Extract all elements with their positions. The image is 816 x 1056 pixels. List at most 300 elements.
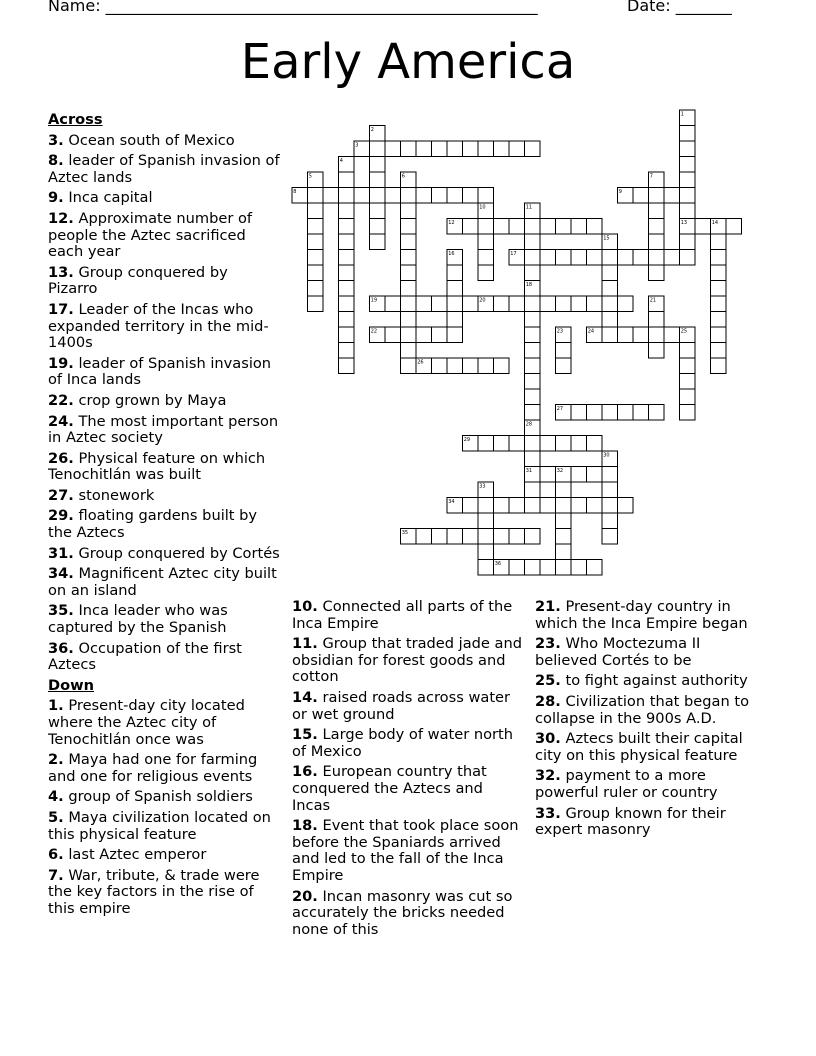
grid-cell[interactable] <box>463 141 479 157</box>
grid-cell[interactable] <box>525 389 541 405</box>
grid-cell[interactable] <box>463 529 479 545</box>
grid-cell[interactable] <box>339 312 355 328</box>
grid-cell[interactable] <box>726 219 742 235</box>
grid-cell-number: 34 <box>448 499 455 505</box>
grid-cell[interactable] <box>401 203 417 219</box>
grid-cell[interactable] <box>525 234 541 250</box>
grid-cell[interactable] <box>339 172 355 188</box>
grid-cell[interactable] <box>525 219 541 235</box>
grid-cell[interactable] <box>649 343 665 359</box>
grid-cell[interactable] <box>680 358 696 374</box>
grid-cell[interactable] <box>602 312 618 328</box>
clue-number: 30. <box>535 730 561 748</box>
grid-cell[interactable] <box>339 343 355 359</box>
clue-item <box>292 599 524 632</box>
grid-cell[interactable] <box>401 265 417 281</box>
clue-item <box>48 488 280 505</box>
grid-cell[interactable] <box>525 141 541 157</box>
grid-cell[interactable] <box>478 234 494 250</box>
grid-cell[interactable] <box>649 327 665 343</box>
clue-number: 26. <box>48 449 74 467</box>
clue-item <box>535 673 767 690</box>
clue-text: Civilization that began to collapse in the 900s A.D. <box>535 692 750 727</box>
grid-cell[interactable] <box>571 296 587 312</box>
grid-cell[interactable] <box>432 296 448 312</box>
clue-text: Inca leader who was captured by the Spanish <box>48 602 228 637</box>
grid-cell[interactable] <box>463 358 479 374</box>
grid-cell[interactable] <box>401 327 417 343</box>
grid-cell[interactable] <box>540 436 556 452</box>
grid-cell[interactable] <box>540 219 556 235</box>
clue-number: 5. <box>48 808 64 826</box>
grid-cell[interactable] <box>494 529 510 545</box>
grid-cell[interactable] <box>478 141 494 157</box>
grid-cell[interactable] <box>571 467 587 483</box>
grid-cell[interactable] <box>308 203 324 219</box>
grid-cell[interactable] <box>618 296 634 312</box>
grid-cell[interactable] <box>370 219 386 235</box>
grid-cell[interactable] <box>540 560 556 576</box>
grid-cell[interactable] <box>587 405 603 421</box>
grid-cell[interactable] <box>339 265 355 281</box>
grid-cell[interactable] <box>447 265 463 281</box>
grid-cell[interactable] <box>680 389 696 405</box>
grid-cell[interactable] <box>339 358 355 374</box>
down-clue-list <box>292 599 524 938</box>
grid-cell-number: 24 <box>587 328 595 335</box>
down-clue-list <box>535 599 767 839</box>
grid-cell[interactable] <box>401 219 417 235</box>
grid-cell[interactable] <box>571 405 587 421</box>
grid-cell[interactable] <box>571 219 587 235</box>
grid-cell[interactable] <box>602 296 618 312</box>
grid-cell[interactable] <box>680 203 696 219</box>
clue-number: 20. <box>292 887 318 905</box>
grid-cell[interactable] <box>556 436 572 452</box>
clue-number: 24. <box>48 412 74 430</box>
grid-cell[interactable] <box>401 358 417 374</box>
grid-cell[interactable] <box>494 296 510 312</box>
grid-cell-number: 4 <box>339 158 343 164</box>
across-heading: Across <box>48 111 103 128</box>
grid-cell[interactable] <box>401 296 417 312</box>
grid-cell[interactable] <box>680 172 696 188</box>
grid-cell[interactable] <box>525 529 541 545</box>
grid-cell[interactable] <box>525 374 541 390</box>
grid-cell[interactable] <box>556 529 572 545</box>
clue-text: Aztecs built their capital city on this physical feature <box>535 730 743 764</box>
grid-cell[interactable] <box>618 327 634 343</box>
grid-cell[interactable] <box>432 358 448 374</box>
grid-cell[interactable] <box>711 358 727 374</box>
grid-cell[interactable] <box>370 172 386 188</box>
clue-text: Present-day country in which the Inca Empire began <box>535 598 748 632</box>
clue-text: Connected all parts of the Inca Empire <box>292 598 513 632</box>
clue-item <box>292 690 524 723</box>
grid-cell-number: 27 <box>556 406 564 412</box>
clue-item <box>48 302 280 352</box>
clue-text: leader of Spanish invasion of Aztec lands <box>48 152 280 186</box>
grid-cell[interactable] <box>401 234 417 250</box>
clue-text: Approximate number of people the Aztec sacrificed each year <box>48 209 253 261</box>
clue-item <box>48 356 280 389</box>
clue-number: 33. <box>535 804 561 822</box>
clue-number: 13. <box>48 263 74 281</box>
clue-item <box>48 451 280 484</box>
grid-cell[interactable] <box>556 498 572 514</box>
grid-cell[interactable] <box>447 296 463 312</box>
grid-cell[interactable] <box>401 312 417 328</box>
grid-cell[interactable] <box>308 296 324 312</box>
grid-cell[interactable] <box>711 234 727 250</box>
grid-cell[interactable] <box>432 188 448 204</box>
clue-number: 14. <box>292 688 318 706</box>
grid-cell[interactable] <box>602 529 618 545</box>
grid-cell[interactable] <box>525 327 541 343</box>
clue-number: 35. <box>48 602 74 620</box>
clue-number: 29. <box>48 507 74 525</box>
grid-cell[interactable] <box>587 436 603 452</box>
grid-cell[interactable] <box>447 358 463 374</box>
grid-cell[interactable] <box>478 498 494 514</box>
grid-cell[interactable] <box>556 358 572 374</box>
grid-cell[interactable] <box>478 529 494 545</box>
grid-cell[interactable] <box>308 265 324 281</box>
grid-cell[interactable] <box>447 327 463 343</box>
grid-cell[interactable] <box>494 358 510 374</box>
grid-cell[interactable] <box>432 529 448 545</box>
grid-cell[interactable] <box>649 188 665 204</box>
grid-cell[interactable] <box>525 498 541 514</box>
clue-text: Ocean south of Mexico <box>63 131 235 149</box>
grid-cell[interactable] <box>602 250 618 266</box>
grid-cell[interactable] <box>525 312 541 328</box>
grid-cell[interactable] <box>432 141 448 157</box>
clue-text: Group that traded jade and obsidian for forest goods and cotton <box>292 635 522 686</box>
clue-text: to fight against authority <box>560 672 748 690</box>
clue-number: 9. <box>48 189 64 207</box>
grid-cell[interactable] <box>633 188 649 204</box>
grid-cell[interactable] <box>308 250 324 266</box>
clue-item <box>535 694 767 727</box>
grid-cell[interactable] <box>540 467 556 483</box>
grid-cell[interactable] <box>664 327 680 343</box>
grid-cell[interactable] <box>370 188 386 204</box>
grid-cell[interactable] <box>339 327 355 343</box>
grid-cell[interactable] <box>463 188 479 204</box>
grid-cell-number: 11 <box>525 204 533 211</box>
grid-cell[interactable] <box>571 250 587 266</box>
clue-number: 15. <box>292 726 318 744</box>
grid-cell[interactable] <box>525 265 541 281</box>
grid-cell[interactable] <box>711 296 727 312</box>
down-clue-list <box>48 698 280 917</box>
across-clue-list <box>48 133 280 674</box>
grid-cell[interactable] <box>633 405 649 421</box>
grid-cell[interactable] <box>602 498 618 514</box>
grid-cell[interactable] <box>525 343 541 359</box>
grid-cell[interactable] <box>385 141 401 157</box>
date-field-label[interactable]: Date: _______ <box>627 0 732 15</box>
grid-cell[interactable] <box>416 327 432 343</box>
grid-cell[interactable] <box>680 234 696 250</box>
grid-cell[interactable] <box>649 405 665 421</box>
clue-item <box>48 698 280 748</box>
grid-cell[interactable] <box>478 250 494 266</box>
clue-item <box>48 847 280 864</box>
grid-cell[interactable] <box>556 544 572 560</box>
clue-number: 34. <box>48 565 74 583</box>
grid-cell[interactable] <box>339 219 355 235</box>
clue-text: Who Moctezuma II believed Cortés to be <box>535 635 701 669</box>
grid-cell[interactable] <box>540 296 556 312</box>
clue-number: 25. <box>535 672 561 690</box>
grid-cell[interactable] <box>416 141 432 157</box>
grid-cell[interactable] <box>401 250 417 266</box>
grid-cell[interactable] <box>385 327 401 343</box>
grid-cell[interactable] <box>509 141 525 157</box>
grid-cell[interactable] <box>478 219 494 235</box>
grid-cell[interactable] <box>401 188 417 204</box>
clue-item <box>48 566 280 599</box>
grid-cell[interactable] <box>602 405 618 421</box>
grid-cell[interactable] <box>463 498 479 514</box>
grid-cell[interactable] <box>509 296 525 312</box>
grid-cell[interactable] <box>602 281 618 297</box>
grid-cell[interactable] <box>339 296 355 312</box>
clue-number: 12. <box>48 209 74 227</box>
grid-cell[interactable] <box>525 451 541 467</box>
clue-item <box>535 768 767 801</box>
grid-cell[interactable] <box>633 250 649 266</box>
clue-text: Maya had one for farming and one for religious events <box>48 751 258 785</box>
grid-cell[interactable] <box>308 281 324 297</box>
grid-cell[interactable] <box>711 327 727 343</box>
grid-cell[interactable] <box>385 188 401 204</box>
clue-text: Physical feature on which Tenochitlán was built <box>48 449 266 484</box>
grid-cell[interactable] <box>370 203 386 219</box>
clue-number: 4. <box>48 788 64 806</box>
grid-cell[interactable] <box>587 560 603 576</box>
grid-cell[interactable] <box>478 436 494 452</box>
grid-cell-number: 36 <box>494 561 502 567</box>
grid-cell[interactable] <box>571 498 587 514</box>
clue-item <box>292 727 524 760</box>
grid-cell[interactable] <box>339 234 355 250</box>
grid-cell[interactable] <box>556 482 572 498</box>
grid-cell-number: 25 <box>680 328 688 335</box>
grid-cell[interactable] <box>370 157 386 173</box>
grid-cell[interactable] <box>525 405 541 421</box>
grid-cell[interactable] <box>618 498 634 514</box>
grid-cell[interactable] <box>401 281 417 297</box>
clue-number: 1. <box>48 697 64 715</box>
grid-cell-number: 33 <box>479 483 486 490</box>
grid-cell[interactable] <box>478 265 494 281</box>
grid-cell[interactable] <box>618 250 634 266</box>
grid-cell[interactable] <box>370 141 386 157</box>
grid-cell[interactable] <box>370 234 386 250</box>
grid-cell[interactable] <box>633 327 649 343</box>
grid-cell[interactable] <box>401 343 417 359</box>
grid-cell[interactable] <box>602 482 618 498</box>
grid-cell[interactable] <box>587 219 603 235</box>
grid-cell[interactable] <box>680 250 696 266</box>
grid-cell[interactable] <box>323 188 339 204</box>
grid-cell[interactable] <box>587 296 603 312</box>
clue-item <box>292 818 524 884</box>
grid-cell[interactable] <box>478 513 494 529</box>
grid-cell[interactable] <box>339 250 355 266</box>
clue-text: last Aztec emperor <box>63 846 207 864</box>
grid-cell[interactable] <box>509 560 525 576</box>
grid-cell-number: 9 <box>618 189 622 195</box>
grid-cell[interactable] <box>447 188 463 204</box>
grid-cell[interactable] <box>416 188 432 204</box>
grid-cell[interactable] <box>339 281 355 297</box>
grid-cell[interactable] <box>525 358 541 374</box>
grid-cell[interactable] <box>602 467 618 483</box>
grid-cell[interactable] <box>308 219 324 235</box>
grid-cell-number: 7 <box>649 173 653 180</box>
grid-cell-number: 6 <box>401 173 405 180</box>
grid-cell[interactable] <box>649 203 665 219</box>
grid-cell[interactable] <box>494 219 510 235</box>
grid-cell[interactable] <box>711 281 727 297</box>
grid-cell[interactable] <box>602 327 618 343</box>
grid-cell[interactable] <box>711 312 727 328</box>
grid-cell[interactable] <box>525 250 541 266</box>
clue-number: 8. <box>48 152 64 170</box>
clue-item <box>48 641 280 674</box>
grid-cell[interactable] <box>463 296 479 312</box>
grid-cell[interactable] <box>556 513 572 529</box>
grid-cell[interactable] <box>556 343 572 359</box>
clue-item <box>48 393 280 410</box>
grid-cell[interactable] <box>711 265 727 281</box>
grid-cell[interactable] <box>540 250 556 266</box>
grid-cell[interactable] <box>556 250 572 266</box>
grid-cell[interactable] <box>478 560 494 576</box>
grid-cell[interactable] <box>509 219 525 235</box>
grid-cell[interactable] <box>695 219 711 235</box>
grid-cell[interactable] <box>525 560 541 576</box>
grid-cell[interactable] <box>385 296 401 312</box>
grid-cell[interactable] <box>525 296 541 312</box>
grid-cell-number: 19 <box>370 297 378 304</box>
grid-cell[interactable] <box>354 188 370 204</box>
clue-item <box>535 599 767 632</box>
clue-number: 23. <box>535 635 561 653</box>
clue-number: 36. <box>48 639 74 657</box>
grid-cell[interactable] <box>602 513 618 529</box>
grid-cell[interactable] <box>416 529 432 545</box>
grid-cell[interactable] <box>680 343 696 359</box>
clue-text: Group conquered by Pizarro <box>48 263 228 298</box>
grid-cell-number: 10 <box>479 204 486 211</box>
grid-cell[interactable] <box>509 436 525 452</box>
grid-cell[interactable] <box>649 234 665 250</box>
grid-cell[interactable] <box>649 312 665 328</box>
grid-cell[interactable] <box>432 327 448 343</box>
clue-item <box>535 636 767 669</box>
grid-cell[interactable] <box>339 188 355 204</box>
grid-cell[interactable] <box>525 436 541 452</box>
grid-cell-number: 8 <box>293 189 297 195</box>
grid-cell[interactable] <box>478 358 494 374</box>
grid-cell[interactable] <box>401 141 417 157</box>
grid-cell[interactable] <box>447 141 463 157</box>
grid-cell[interactable] <box>587 498 603 514</box>
grid-cell[interactable] <box>664 250 680 266</box>
grid-cell-number: 15 <box>603 235 610 242</box>
grid-cell[interactable] <box>556 560 572 576</box>
clue-text: payment to a more powerful ruler or country <box>535 767 718 801</box>
grid-cell[interactable] <box>308 234 324 250</box>
grid-cell[interactable] <box>649 265 665 281</box>
clue-number: 19. <box>48 354 74 372</box>
grid-cell[interactable] <box>494 436 510 452</box>
grid-cell[interactable] <box>478 544 494 560</box>
grid-cell[interactable] <box>680 188 696 204</box>
name-field-label[interactable]: Name: ______________________________________________________ <box>48 0 538 15</box>
grid-cell-number: 1 <box>680 111 684 118</box>
grid-cell[interactable] <box>509 529 525 545</box>
grid-cell[interactable] <box>540 498 556 514</box>
grid-cell[interactable] <box>556 219 572 235</box>
grid-cell[interactable] <box>680 405 696 421</box>
grid-cell[interactable] <box>711 250 727 266</box>
grid-cell[interactable] <box>447 312 463 328</box>
grid-cell[interactable] <box>587 467 603 483</box>
clue-item <box>292 636 524 686</box>
clue-text: Inca capital <box>63 189 153 207</box>
grid-cell[interactable] <box>664 188 680 204</box>
grid-cell[interactable] <box>587 250 603 266</box>
grid-cell[interactable] <box>556 296 572 312</box>
clue-text: leader of Spanish invasion of Inca lands <box>48 354 272 389</box>
grid-cell[interactable] <box>494 141 510 157</box>
grid-cell[interactable] <box>711 343 727 359</box>
clue-text: Group conquered by Cortés <box>73 544 280 562</box>
clue-number: 10. <box>292 598 318 615</box>
grid-cell[interactable] <box>680 374 696 390</box>
grid-cell[interactable] <box>494 498 510 514</box>
grid-cell[interactable] <box>649 219 665 235</box>
grid-cell[interactable] <box>571 436 587 452</box>
grid-cell[interactable] <box>416 296 432 312</box>
grid-cell[interactable] <box>525 482 541 498</box>
clue-text: Occupation of the first Aztecs <box>48 639 242 674</box>
grid-cell[interactable] <box>308 188 324 204</box>
grid-cell[interactable] <box>509 498 525 514</box>
grid-cell[interactable] <box>447 529 463 545</box>
grid-cell[interactable] <box>478 188 494 204</box>
grid-cell[interactable] <box>649 250 665 266</box>
grid-cell[interactable] <box>680 141 696 157</box>
grid-cell-number: 18 <box>525 282 533 288</box>
grid-cell[interactable] <box>618 405 634 421</box>
clue-number: 21. <box>535 598 561 615</box>
grid-cell[interactable] <box>602 265 618 281</box>
grid-cell[interactable] <box>680 126 696 142</box>
grid-cell[interactable] <box>463 219 479 235</box>
grid-cell[interactable] <box>680 157 696 173</box>
grid-cell[interactable] <box>571 560 587 576</box>
grid-cell[interactable] <box>339 203 355 219</box>
clue-item <box>48 508 280 541</box>
grid-cell[interactable] <box>447 281 463 297</box>
